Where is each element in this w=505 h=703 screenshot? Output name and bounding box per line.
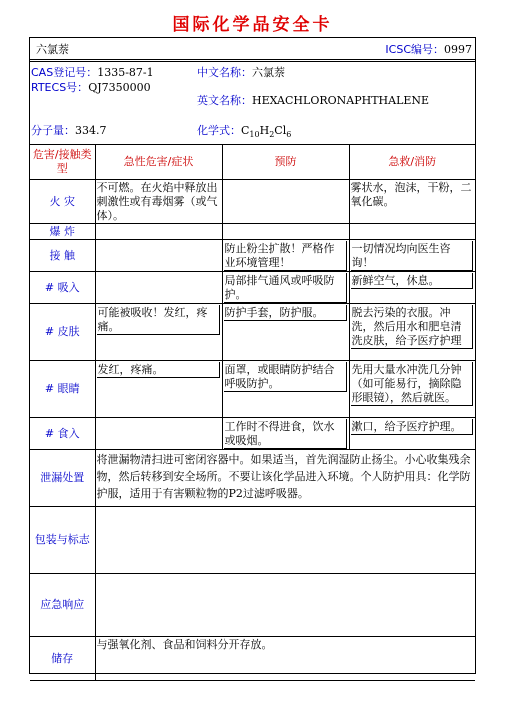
skin-symptoms: 可能被吸收！发红，疼痛。 [97, 305, 220, 335]
icsc-label: ICSC编号： [385, 43, 444, 56]
explosion-prevention-cell [222, 224, 349, 240]
cas-field [31, 66, 154, 80]
explosion-first-aid-cell [349, 224, 475, 240]
table-row [30, 180, 475, 224]
header-prevention: 预防 [222, 145, 349, 180]
header-symptoms: 急性危害/症状 [95, 145, 222, 180]
explosion-symptoms [96, 224, 222, 225]
icsc-number [385, 43, 472, 57]
emergency-text [96, 574, 476, 575]
mw-field [31, 124, 107, 138]
contact-prevention-cell [222, 240, 349, 272]
explosion-first-aid [350, 224, 476, 225]
explosion-symptoms-cell [95, 224, 222, 240]
divider [30, 59, 475, 62]
cas-label: CAS登记号： [31, 66, 98, 79]
safety-card [29, 37, 476, 674]
contact-symptoms-cell [95, 240, 222, 272]
inhalation-symptoms-cell [95, 272, 222, 304]
table-row [30, 418, 475, 450]
eyes-first-aid-cell [349, 361, 475, 418]
spill-text: 将泄漏物清扫进可密闭容器中。如果适当，首先润湿防止扬尘。小心收集残余物，然后转移到安全场所。不要让该化学品进入环境。个人防护用具：化学防护服，适用于有害颗粒物的P2过滤呼吸器。 [96, 453, 471, 500]
packaging-cell [95, 507, 475, 574]
formula-value: $C_{10}H_2Cl_6$ [241, 124, 292, 140]
packaging-label: 包装与标志 [30, 507, 95, 574]
ingestion-prevention-cell [222, 418, 349, 450]
ingestion-symptoms [96, 418, 222, 419]
row-label-contact: 接 触 [30, 240, 95, 272]
fire-prevention [223, 180, 349, 181]
row-label-fire: 火 灾 [30, 180, 95, 224]
table-row [30, 272, 475, 304]
skin-symptoms-cell [95, 304, 222, 361]
explosion-prevention [223, 224, 349, 225]
hazard-table [30, 144, 475, 681]
row-label-skin: # 皮肤 [30, 304, 95, 361]
table-row [30, 361, 475, 418]
mw-label: 分子量： [31, 124, 75, 137]
rtecs-field [31, 81, 151, 95]
row-label-eyes: # 眼睛 [30, 361, 95, 418]
ingestion-symptoms-cell [95, 418, 222, 450]
storage-row [30, 637, 475, 681]
emergency-row [30, 574, 475, 637]
cas-value: 1335-87-1 [97, 66, 154, 79]
fire-symptoms: 不可燃。在火焰中释放出刺激性或有毒烟雾（或气体）。 [96, 181, 218, 222]
storage-text: 与强氧化剂、食品和饲料分开存放。 [96, 638, 273, 651]
skin-first-aid: 脱去污染的衣服。冲洗，然后用水和肥皂清洗皮肤，给予医疗护理 [351, 305, 474, 349]
row-label-explosion: 爆 炸 [30, 224, 95, 240]
icsc-value: 0997 [444, 43, 472, 56]
spill-cell [95, 450, 475, 507]
formula-field [197, 124, 291, 142]
skin-prevention-cell [222, 304, 349, 361]
header-first-aid: 急救/消防 [349, 145, 475, 180]
skin-first-aid-cell [349, 304, 475, 361]
storage-label: 储存 [30, 637, 95, 681]
eyes-symptoms: 发红，疼痛。 [97, 362, 220, 378]
contact-first-aid-cell [349, 240, 475, 272]
packaging-row [30, 507, 475, 574]
cn-name-label: 中文名称： [197, 66, 252, 79]
card-title: 国际化学品安全卡 [172, 15, 333, 35]
row-label-inhalation: # 吸入 [30, 272, 95, 304]
inhalation-symptoms [96, 272, 222, 273]
skin-prevention: 防护手套，防护服。 [224, 305, 347, 321]
spill-row [30, 450, 475, 507]
ingestion-first-aid-cell [349, 418, 475, 450]
emergency-label: 应急响应 [30, 574, 95, 637]
ingestion-prevention: 工作时不得进食，饮水或吸烟。 [224, 419, 347, 449]
formula-label: 化学式： [197, 124, 241, 137]
table-row [30, 240, 475, 272]
contact-prevention: 防止粉尘扩散！严格作业环境管理！ [224, 241, 347, 271]
inhalation-prevention-cell [222, 272, 349, 304]
inhalation-first-aid-cell [349, 272, 475, 304]
table-header-row [30, 145, 475, 180]
fire-first-aid-cell [349, 180, 475, 224]
en-name-label: 英文名称： [197, 94, 252, 107]
inhalation-prevention: 局部排气通风或呼吸防护。 [224, 273, 347, 303]
spill-label: 泄漏处置 [30, 450, 95, 507]
fire-first-aid: 雾状水，泡沫，干粉，二氧化碳。 [350, 181, 472, 208]
eyes-symptoms-cell [95, 361, 222, 418]
fire-symptoms-cell [95, 180, 222, 224]
cn-name-value: 六氯萘 [252, 66, 285, 79]
header-hazard: 危害/接触类型 [30, 145, 95, 180]
eyes-first-aid: 先用大量水冲洗几分钟（如可能易行，摘除隐形眼镜），然后就医。 [351, 362, 474, 406]
eyes-prevention: 面罩，或眼睛防护结合呼吸防护。 [224, 362, 347, 392]
mw-value: 334.7 [75, 124, 107, 137]
rtecs-label: RTECS号： [31, 81, 89, 94]
cn-name-field [197, 66, 285, 80]
contact-first-aid: 一切情况均向医生咨询！ [351, 241, 474, 271]
fire-prevention-cell [222, 180, 349, 224]
eyes-prevention-cell [222, 361, 349, 418]
inhalation-first-aid: 新鲜空气，休息。 [351, 273, 474, 289]
en-name-value: HEXACHLORONAPHTHALENE [252, 94, 430, 107]
table-row [30, 304, 475, 361]
packaging-text [96, 507, 476, 508]
storage-cell [95, 637, 475, 681]
row-label-ingestion: # 食入 [30, 418, 95, 450]
rtecs-value: QJ7350000 [88, 81, 151, 94]
en-name-field [197, 94, 429, 108]
emergency-cell [95, 574, 475, 637]
table-row [30, 224, 475, 240]
contact-symptoms [96, 240, 222, 241]
chemical-name: 六氯萘 [36, 43, 69, 56]
ingestion-first-aid: 漱口，给予医疗护理。 [351, 419, 474, 435]
